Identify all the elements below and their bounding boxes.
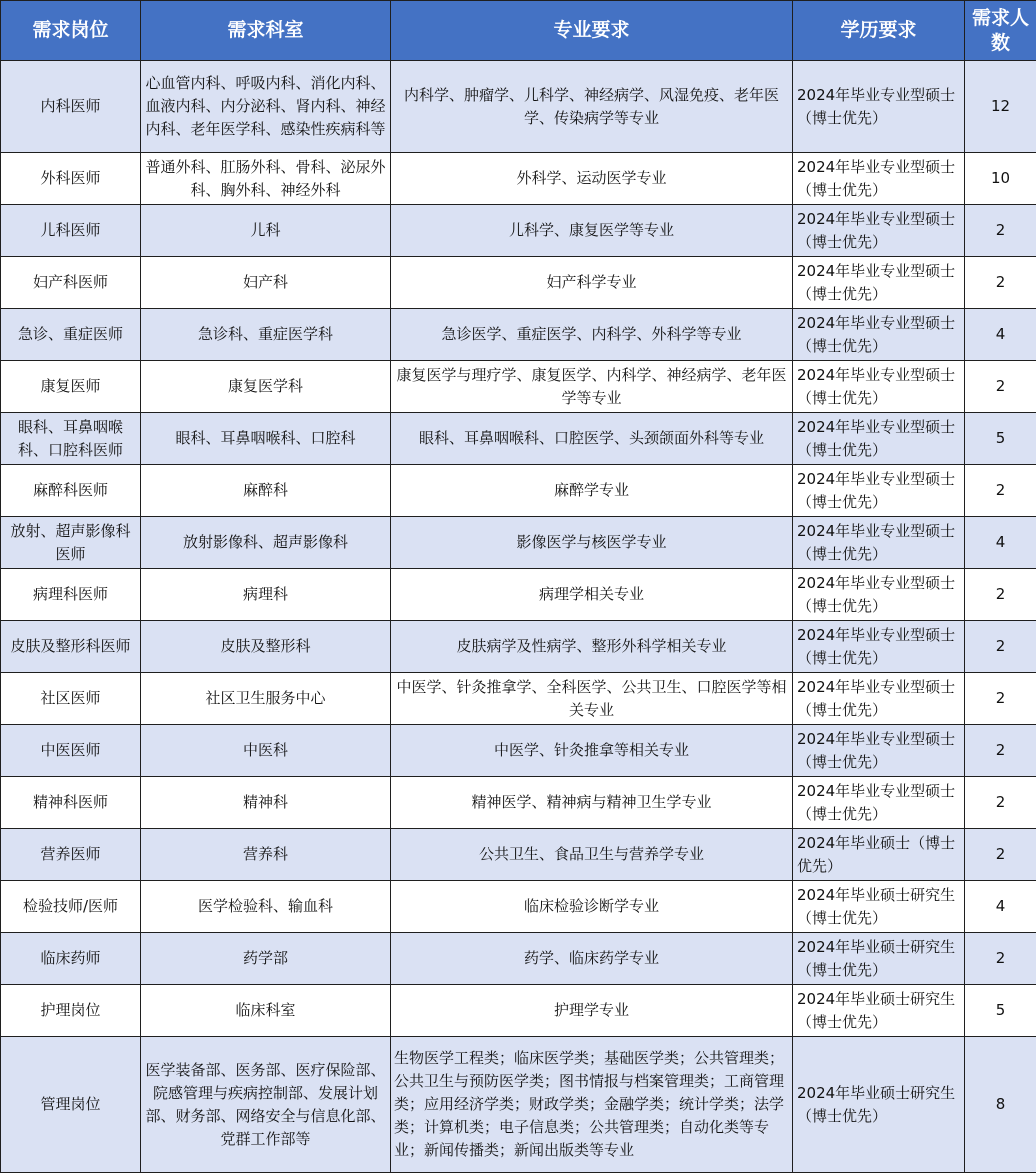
header-education: 学历要求	[793, 1, 965, 61]
major-cell: 儿科学、康复医学等专业	[391, 205, 793, 257]
major-cell: 皮肤病学及性病学、整形外科学相关专业	[391, 621, 793, 673]
education-cell: 2024年毕业专业型硕士（博士优先）	[793, 309, 965, 361]
department-cell: 急诊科、重症医学科	[141, 309, 391, 361]
position-cell: 精神科医师	[1, 777, 141, 829]
department-cell: 眼科、耳鼻咽喉科、口腔科	[141, 413, 391, 465]
major-cell: 临床检验诊断学专业	[391, 881, 793, 933]
major-cell: 急诊医学、重症医学、内科学、外科学等专业	[391, 309, 793, 361]
position-cell: 儿科医师	[1, 205, 141, 257]
education-cell: 2024年毕业专业型硕士（博士优先）	[793, 413, 965, 465]
major-cell: 妇产科学专业	[391, 257, 793, 309]
major-cell: 药学、临床药学专业	[391, 933, 793, 985]
table-row	[1, 517, 1036, 569]
count-cell: 2	[965, 361, 1036, 413]
header-row	[1, 1, 1036, 61]
position-cell: 护理岗位	[1, 985, 141, 1037]
position-cell: 中医医师	[1, 725, 141, 777]
count-cell: 4	[965, 881, 1036, 933]
position-cell: 外科医师	[1, 153, 141, 205]
table-row	[1, 569, 1036, 621]
position-cell: 管理岗位	[1, 1037, 141, 1173]
major-cell: 生物医学工程类；临床医学类；基础医学类；公共管理类；公共卫生与预防医学类；图书情报与档案管理类；工商管理类；应用经济学类；财政学类；金融学类；统计学类；法学类；计算机类；电子信息类；公共管理类；自动化类等专业；新闻传播类；新闻出版类等专业	[391, 1037, 793, 1173]
count-cell: 12	[965, 61, 1036, 153]
position-cell: 营养医师	[1, 829, 141, 881]
table-row	[1, 61, 1036, 153]
count-cell: 2	[965, 725, 1036, 777]
department-cell: 康复医学科	[141, 361, 391, 413]
department-cell: 病理科	[141, 569, 391, 621]
table-row	[1, 257, 1036, 309]
table-row	[1, 985, 1036, 1037]
table-row	[1, 465, 1036, 517]
table-row	[1, 673, 1036, 725]
department-cell: 医学检验科、输血科	[141, 881, 391, 933]
department-cell: 药学部	[141, 933, 391, 985]
count-cell: 2	[965, 829, 1036, 881]
major-cell: 麻醉学专业	[391, 465, 793, 517]
department-cell: 儿科	[141, 205, 391, 257]
department-cell: 普通外科、肛肠外科、骨科、泌尿外科、胸外科、神经外科	[141, 153, 391, 205]
count-cell: 2	[965, 465, 1036, 517]
table-row	[1, 933, 1036, 985]
education-cell: 2024年毕业专业型硕士（博士优先）	[793, 673, 965, 725]
count-cell: 2	[965, 569, 1036, 621]
count-cell: 4	[965, 517, 1036, 569]
department-cell: 医学装备部、医务部、医疗保险部、院感管理与疾病控制部、发展计划部、财务部、网络安全与信息化部、党群工作部等	[141, 1037, 391, 1173]
count-cell: 2	[965, 933, 1036, 985]
department-cell: 社区卫生服务中心	[141, 673, 391, 725]
department-cell: 麻醉科	[141, 465, 391, 517]
count-cell: 10	[965, 153, 1036, 205]
table-row	[1, 361, 1036, 413]
major-cell: 护理学专业	[391, 985, 793, 1037]
table-row	[1, 309, 1036, 361]
major-cell: 精神医学、精神病与精神卫生学专业	[391, 777, 793, 829]
position-cell: 急诊、重症医师	[1, 309, 141, 361]
major-cell: 康复医学与理疗学、康复医学、内科学、神经病学、老年医学等专业	[391, 361, 793, 413]
count-cell: 8	[965, 1037, 1036, 1173]
department-cell: 心血管内科、呼吸内科、消化内科、血液内科、内分泌科、肾内科、神经内科、老年医学科、感染性疾病科等	[141, 61, 391, 153]
count-cell: 2	[965, 673, 1036, 725]
education-cell: 2024年毕业硕士（博士优先）	[793, 829, 965, 881]
education-cell: 2024年毕业专业型硕士（博士优先）	[793, 517, 965, 569]
department-cell: 皮肤及整形科	[141, 621, 391, 673]
department-cell: 精神科	[141, 777, 391, 829]
position-cell: 麻醉科医师	[1, 465, 141, 517]
education-cell: 2024年毕业硕士研究生（博士优先）	[793, 881, 965, 933]
department-cell: 临床科室	[141, 985, 391, 1037]
major-cell: 外科学、运动医学专业	[391, 153, 793, 205]
table-body	[1, 61, 1036, 1173]
education-cell: 2024年毕业专业型硕士（博士优先）	[793, 361, 965, 413]
education-cell: 2024年毕业硕士研究生（博士优先）	[793, 985, 965, 1037]
header-department: 需求科室	[141, 1, 391, 61]
count-cell: 5	[965, 413, 1036, 465]
education-cell: 2024年毕业专业型硕士（博士优先）	[793, 725, 965, 777]
position-cell: 病理科医师	[1, 569, 141, 621]
education-cell: 2024年毕业硕士研究生（博士优先）	[793, 933, 965, 985]
department-cell: 营养科	[141, 829, 391, 881]
table-row	[1, 205, 1036, 257]
major-cell: 中医学、针灸推拿学、全科医学、公共卫生、口腔医学等相关专业	[391, 673, 793, 725]
table-row	[1, 153, 1036, 205]
education-cell: 2024年毕业专业型硕士（博士优先）	[793, 465, 965, 517]
position-cell: 眼科、耳鼻咽喉科、口腔科医师	[1, 413, 141, 465]
position-cell: 皮肤及整形科医师	[1, 621, 141, 673]
table-row	[1, 413, 1036, 465]
education-cell: 2024年毕业专业型硕士（博士优先）	[793, 621, 965, 673]
major-cell: 病理学相关专业	[391, 569, 793, 621]
major-cell: 内科学、肿瘤学、儿科学、神经病学、风湿免疫、老年医学、传染病学等专业	[391, 61, 793, 153]
count-cell: 5	[965, 985, 1036, 1037]
position-cell: 内科医师	[1, 61, 141, 153]
table-row	[1, 1037, 1036, 1173]
position-cell: 社区医师	[1, 673, 141, 725]
department-cell: 中医科	[141, 725, 391, 777]
major-cell: 中医学、针灸推拿等相关专业	[391, 725, 793, 777]
position-cell: 临床药师	[1, 933, 141, 985]
table-row	[1, 881, 1036, 933]
position-cell: 康复医师	[1, 361, 141, 413]
position-cell: 检验技师/医师	[1, 881, 141, 933]
header-position: 需求岗位	[1, 1, 141, 61]
department-cell: 妇产科	[141, 257, 391, 309]
table-row	[1, 829, 1036, 881]
education-cell: 2024年毕业专业型硕士（博士优先）	[793, 205, 965, 257]
count-cell: 4	[965, 309, 1036, 361]
major-cell: 影像医学与核医学专业	[391, 517, 793, 569]
header-major: 专业要求	[391, 1, 793, 61]
position-cell: 妇产科医师	[1, 257, 141, 309]
table-row	[1, 725, 1036, 777]
major-cell: 公共卫生、食品卫生与营养学专业	[391, 829, 793, 881]
count-cell: 2	[965, 205, 1036, 257]
education-cell: 2024年毕业专业型硕士（博士优先）	[793, 153, 965, 205]
education-cell: 2024年毕业专业型硕士（博士优先）	[793, 777, 965, 829]
education-cell: 2024年毕业专业型硕士（博士优先）	[793, 569, 965, 621]
header-count: 需求人数	[965, 1, 1036, 61]
position-cell: 放射、超声影像科医师	[1, 517, 141, 569]
education-cell: 2024年毕业硕士研究生（博士优先）	[793, 1037, 965, 1173]
major-cell: 眼科、耳鼻咽喉科、口腔医学、头颈颌面外科等专业	[391, 413, 793, 465]
count-cell: 2	[965, 257, 1036, 309]
department-cell: 放射影像科、超声影像科	[141, 517, 391, 569]
count-cell: 2	[965, 777, 1036, 829]
education-cell: 2024年毕业专业型硕士（博士优先）	[793, 257, 965, 309]
count-cell: 2	[965, 621, 1036, 673]
education-cell: 2024年毕业专业型硕士（博士优先）	[793, 61, 965, 153]
table-row	[1, 777, 1036, 829]
table-row	[1, 621, 1036, 673]
